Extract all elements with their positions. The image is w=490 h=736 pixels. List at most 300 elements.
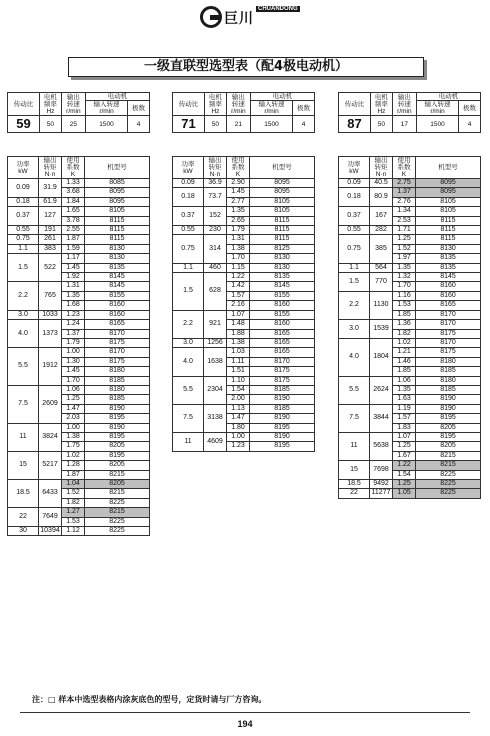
table-row — [8, 451, 150, 460]
power-cell: 3.0 — [173, 338, 204, 347]
torque-cell: 7698 — [370, 461, 393, 480]
service-factor-cell: 1.00 — [62, 348, 85, 357]
power-cell: 1.1 — [339, 263, 370, 272]
service-factor-cell: 1.23 — [62, 310, 85, 319]
model-cell: 8225 — [85, 527, 150, 536]
model-cell: 8185 — [416, 385, 481, 394]
table-row — [8, 254, 150, 263]
torque-cell: 127 — [39, 207, 62, 226]
torque-cell: 3824 — [39, 423, 62, 451]
table-row — [8, 207, 150, 216]
table-row — [339, 179, 481, 188]
ratio-label: 传动比 — [339, 93, 371, 116]
power-cell: 22 — [8, 508, 39, 527]
torque-cell: 385 — [370, 235, 393, 263]
service-factor-cell: 1.35 — [62, 291, 85, 300]
model-cell: 8155 — [250, 291, 315, 300]
table-row — [8, 244, 150, 253]
model-cell: 8225 — [85, 517, 150, 526]
model-cell: 8185 — [250, 385, 315, 394]
service-factor-cell: 1.07 — [227, 310, 250, 319]
model-cell: 8195 — [85, 414, 150, 423]
brand-g-icon — [200, 6, 222, 28]
model-cell: 8135 — [416, 254, 481, 263]
model-cell: 8170 — [85, 329, 150, 338]
power-cell: 1.1 — [8, 244, 39, 253]
service-factor-cell: 1.85 — [393, 310, 416, 319]
service-factor-cell: 1.25 — [393, 480, 416, 489]
torque-cell: 10394 — [40, 527, 60, 535]
model-cell: 8160 — [416, 282, 481, 291]
torque-cell: 40.5 — [370, 179, 393, 188]
service-factor-cell: 1.23 — [227, 442, 250, 451]
table-row — [173, 310, 315, 319]
table-row — [339, 188, 481, 197]
table-row — [339, 404, 481, 413]
table-row — [339, 489, 481, 498]
service-factor-cell: 1.82 — [393, 329, 416, 338]
table-row — [8, 423, 150, 432]
torque-cell: 564 — [370, 263, 393, 272]
power-cell: 5.5 — [339, 376, 370, 404]
model-cell: 8115 — [416, 226, 481, 235]
model-cell: 8135 — [85, 263, 150, 272]
torque-cell: 3844 — [370, 404, 393, 432]
torque-cell: 11277 — [370, 489, 393, 498]
service-factor-cell: 1.38 — [227, 338, 250, 347]
power-cell: 4.0 — [339, 338, 370, 376]
service-factor-cell: 1.25 — [393, 442, 416, 451]
model-cell: 8160 — [250, 320, 315, 329]
table-row — [173, 188, 315, 197]
service-factor-cell: 2.55 — [62, 226, 85, 235]
torque-cell: 167 — [370, 207, 393, 226]
model-cell: 8175 — [85, 338, 150, 347]
table-row — [339, 273, 481, 282]
table-row — [339, 235, 481, 244]
power-cell: 2.2 — [8, 282, 39, 310]
power-cell: 1.5 — [339, 273, 370, 292]
torque-cell: 770 — [370, 273, 393, 292]
table-row — [339, 432, 481, 441]
table-row — [173, 432, 315, 441]
power-cell: 7.5 — [339, 404, 370, 432]
service-factor-cell: 1.13 — [227, 404, 250, 413]
ratio-header-2: 传动比 电机 频率 Hz 输出 转速 r/min 电动机 输入转速 r/min 极数 87 50 17 1500 4 — [338, 92, 481, 133]
model-cell: 8165 — [250, 338, 315, 347]
service-factor-cell: 1.52 — [62, 489, 85, 498]
service-factor-cell: 1.46 — [393, 357, 416, 366]
torque-cell: 9492 — [370, 480, 393, 489]
service-factor-cell: 1.30 — [62, 357, 85, 366]
service-factor-cell: 1.35 — [393, 263, 416, 272]
torque-cell: 5638 — [370, 432, 393, 460]
table-row — [8, 508, 150, 517]
table-row — [8, 480, 150, 489]
torque-cell: 7649 — [39, 508, 62, 527]
torque-cell: 1256 — [204, 338, 227, 347]
service-factor-cell: 1.57 — [227, 291, 250, 300]
model-cell: 8195 — [85, 451, 150, 460]
service-factor-cell: 1.36 — [393, 320, 416, 329]
service-factor-cell: 1.45 — [227, 188, 250, 197]
service-factor-cell: 1.54 — [227, 385, 250, 394]
power-cell: 3.0 — [339, 320, 370, 339]
table-row — [8, 235, 150, 244]
service-factor-cell: 1.33 — [62, 179, 85, 188]
model-cell: 8115 — [85, 226, 150, 235]
footnote-text: 注：□ 样本中选型表格内涂灰底色的型号，定货时请与厂方咨询。 — [32, 695, 267, 704]
service-factor-cell: 1.97 — [393, 254, 416, 263]
service-factor-cell: 1.71 — [393, 226, 416, 235]
service-factor-cell: 1.22 — [227, 273, 250, 282]
power-cell: 0.75 — [8, 235, 39, 244]
service-factor-cell: 1.16 — [393, 291, 416, 300]
torque-cell: 1804 — [370, 338, 393, 376]
model-cell: 8115 — [416, 216, 481, 225]
torque-cell: 2624 — [370, 376, 393, 404]
model-cell: 8215 — [85, 508, 150, 517]
model-cell: 8215 — [85, 489, 150, 498]
service-factor-cell: 1.85 — [393, 367, 416, 376]
power-cell: 1.5 — [8, 254, 39, 282]
power-cell: 3.0 — [8, 310, 39, 319]
model-cell: 8155 — [85, 291, 150, 300]
table-row — [339, 320, 481, 329]
table-row — [173, 404, 315, 413]
model-cell: 8105 — [85, 207, 150, 216]
service-factor-cell: 1.68 — [62, 301, 85, 310]
model-cell: 8225 — [85, 498, 150, 507]
service-factor-cell: 1.88 — [227, 329, 250, 338]
model-cell: 8095 — [250, 179, 315, 188]
torque-cell: 383 — [39, 244, 62, 253]
torque-cell: 61.9 — [39, 197, 62, 206]
power-cell: 0.55 — [173, 226, 204, 235]
table-row — [339, 376, 481, 385]
service-factor-cell: 1.65 — [62, 207, 85, 216]
service-factor-cell: 1.15 — [227, 263, 250, 272]
model-cell: 8195 — [85, 432, 150, 441]
ratio-header-0: 传动比 电机 频率 Hz 输出 转速 r/min 电动机 输入转速 r/min 极数 59 50 25 1500 4 — [7, 92, 150, 133]
model-cell: 8180 — [416, 357, 481, 366]
table-row — [339, 480, 481, 489]
power-cell: 1.1 — [173, 263, 204, 272]
model-cell: 8145 — [85, 273, 150, 282]
power-cell: 0.18 — [339, 188, 370, 207]
service-factor-cell: 1.92 — [62, 273, 85, 282]
service-factor-cell: 1.06 — [393, 376, 416, 385]
model-cell: 8095 — [85, 197, 150, 206]
model-cell: 8185 — [85, 376, 150, 385]
service-factor-cell: 1.17 — [62, 254, 85, 263]
model-cell: 8225 — [416, 489, 481, 498]
ratio-value: 87 — [339, 116, 371, 133]
model-cell: 8160 — [250, 301, 315, 310]
model-cell: 8170 — [85, 348, 150, 357]
table-row — [339, 338, 481, 347]
model-cell: 8190 — [250, 414, 315, 423]
service-factor-cell: 1.11 — [227, 357, 250, 366]
table-row — [8, 527, 150, 536]
power-cell: 0.37 — [8, 207, 39, 226]
torque-cell: 4609 — [204, 432, 227, 451]
model-cell: 8190 — [250, 432, 315, 441]
model-cell: 8180 — [85, 385, 150, 394]
page-number: 194 — [237, 719, 253, 729]
torque-cell: 765 — [39, 282, 62, 310]
model-cell: 8190 — [416, 395, 481, 404]
torque-cell: 2609 — [39, 385, 62, 423]
service-factor-cell: 2.77 — [227, 197, 250, 206]
service-factor-cell: 3.68 — [62, 188, 85, 197]
torque-cell: 36.9 — [204, 179, 227, 188]
table-row — [173, 226, 315, 235]
power-cell: 0.37 — [173, 207, 204, 226]
service-factor-cell: 1.47 — [62, 404, 85, 413]
model-cell: 8185 — [85, 395, 150, 404]
power-cell: 2.2 — [339, 291, 370, 319]
service-factor-cell: 1.06 — [62, 385, 85, 394]
model-cell: 8160 — [85, 301, 150, 310]
model-cell: 8175 — [250, 376, 315, 385]
torque-cell: 1539 — [370, 320, 393, 339]
service-factor-cell: 1.22 — [393, 461, 416, 470]
selection-table-1: 功率 kW 输出 转矩 N·n 使用 系数 K 机型号 0.09 36.9 2.90 8095 0.18 73.7 1.45 8095 2.77 8105 0.37 152 1.35 8105 2.65 8115 0.55 230 1.79 8115 0.75 314 1.31 8115 1.38 8125 1.70 8130 1.1 460 1.15 8130 1.5 628 1.22 8135 1.42 8145 1.57 8155 2.16 8160 2.2 921 1.07 8155 1.48 8160 1.88 8165 3.0 1256 1.38 8165 4.0 1638 1.03 8165 1.11 8170 1.51 8175 5.5 2304 1.10 8175 1.54 8185 2.00 8190 7.5 3138 1.13 8185 1.47 8190 1.80 8195 11 4609 1.00 8190 1.23 8195 — [172, 156, 315, 452]
model-cell: 8170 — [250, 357, 315, 366]
table-row — [8, 348, 150, 357]
table-row — [339, 263, 481, 272]
torque-cell: 80.9 — [370, 188, 393, 207]
ratio-value: 71 — [173, 116, 205, 133]
model-cell: 8085 — [85, 179, 150, 188]
service-factor-cell: 1.10 — [227, 376, 250, 385]
service-factor-cell: 1.83 — [393, 423, 416, 432]
model-cell: 8225 — [416, 480, 481, 489]
service-factor-cell: 1.87 — [62, 470, 85, 479]
torque-cell: 230 — [204, 226, 227, 235]
torque-cell: 628 — [204, 273, 227, 311]
service-factor-cell: 1.70 — [62, 376, 85, 385]
torque-cell: 73.7 — [204, 188, 227, 207]
model-cell: 8130 — [250, 254, 315, 263]
table-row — [173, 179, 315, 188]
service-factor-cell: 2.75 — [393, 179, 416, 188]
service-factor-cell: 1.05 — [393, 489, 416, 498]
service-factor-cell: 1.45 — [62, 367, 85, 376]
model-cell: 8095 — [416, 179, 481, 188]
model-cell: 8175 — [416, 348, 481, 357]
ratio-label: 传动比 — [8, 93, 40, 116]
power-cell: 0.18 — [8, 197, 39, 206]
service-factor-cell: 2.53 — [393, 216, 416, 225]
torque-cell: 522 — [39, 254, 62, 282]
service-factor-cell: 1.84 — [62, 197, 85, 206]
power-cell: 11 — [8, 423, 39, 451]
model-cell: 8155 — [250, 310, 315, 319]
service-factor-cell: 1.53 — [62, 517, 85, 526]
torque-cell: 460 — [204, 263, 227, 272]
table-row — [339, 461, 481, 470]
model-cell: 8205 — [85, 442, 150, 451]
model-cell: 8170 — [416, 310, 481, 319]
model-cell: 8105 — [416, 197, 481, 206]
service-factor-cell: 1.00 — [227, 432, 250, 441]
service-factor-cell: 2.00 — [227, 395, 250, 404]
model-cell: 8180 — [416, 376, 481, 385]
model-cell: 8115 — [85, 216, 150, 225]
power-cell: 0.09 — [173, 179, 204, 188]
table-row — [339, 226, 481, 235]
model-cell: 8215 — [416, 451, 481, 460]
model-cell: 8185 — [250, 404, 315, 413]
model-cell: 8095 — [250, 188, 315, 197]
model-cell: 8165 — [416, 301, 481, 310]
power-cell: 0.55 — [8, 226, 39, 235]
model-cell: 8170 — [416, 338, 481, 347]
service-factor-cell: 1.42 — [227, 282, 250, 291]
torque-cell: 191 — [39, 226, 62, 235]
footer-divider — [20, 712, 470, 713]
torque-cell: 5217 — [39, 451, 62, 479]
power-cell: 30 — [8, 527, 39, 536]
table-row — [173, 376, 315, 385]
service-factor-cell: 2.16 — [227, 301, 250, 310]
table-row — [339, 207, 481, 216]
footnote — [32, 694, 266, 705]
model-cell: 8115 — [416, 235, 481, 244]
service-factor-cell: 1.25 — [62, 395, 85, 404]
service-factor-cell: 1.87 — [62, 235, 85, 244]
service-factor-cell: 1.07 — [393, 432, 416, 441]
model-cell: 8145 — [250, 282, 315, 291]
model-cell: 8095 — [416, 188, 481, 197]
table-row — [339, 291, 481, 300]
model-cell: 8105 — [250, 207, 315, 216]
model-cell: 8190 — [85, 423, 150, 432]
table-row — [8, 197, 150, 206]
power-cell: 0.09 — [339, 179, 370, 188]
model-cell: 8115 — [85, 235, 150, 244]
power-cell: 7.5 — [8, 385, 39, 423]
service-factor-cell: 1.54 — [393, 470, 416, 479]
power-cell: 11 — [173, 432, 204, 451]
model-cell: 8160 — [85, 310, 150, 319]
service-factor-cell: 1.59 — [62, 244, 85, 253]
power-cell: 2.2 — [173, 310, 204, 338]
power-cell: 1.5 — [173, 273, 204, 311]
service-factor-cell: 1.02 — [62, 451, 85, 460]
table-row — [173, 338, 315, 347]
ratio-value: 59 — [8, 116, 40, 133]
service-factor-cell: 2.03 — [62, 414, 85, 423]
model-cell: 8215 — [416, 461, 481, 470]
service-factor-cell: 1.37 — [393, 188, 416, 197]
service-factor-cell: 1.67 — [393, 451, 416, 460]
power-cell: 4.0 — [173, 348, 204, 376]
selection-table-0: 功率 kW 输出 转矩 N·n 使用 系数 K 机型号 0.09 31.9 1.33 8085 3.68 8095 0.18 61.9 1.84 8095 0.37 127 1.65 8105 3.78 8115 0.55 191 2.55 8115 0.75 261 1.87 8115 1.1 383 1.59 8130 1.5 522 1.17 8130 1.45 8135 1.92 8145 2.2 765 1.31 8145 1.35 8155 1.68 8160 3.0 1033 1.23 8160 4.0 1373 1.24 8165 1.37 8170 1.79 8175 5.5 1912 1.00 8170 1.30 8175 1.45 8180 1.70 8185 7.5 2609 1.06 8180 1.25 8185 1.47 8190 2.03 8195 11 3824 1.00 8190 1.38 8195 1.75 8205 15 5217 1.02 8195 1.28 8205 1.87 8215 18.5 6433 1.04 8205 1.52 8215 1.82 8225 22 7649 1.27 8215 1.53 8225 30 10394 1.12 8225 — [7, 156, 150, 536]
service-factor-cell: 1.80 — [227, 423, 250, 432]
torque-cell: 3138 — [204, 404, 227, 432]
model-cell: 8135 — [250, 273, 315, 282]
power-cell: 0.55 — [339, 226, 370, 235]
table-row — [8, 385, 150, 394]
model-cell: 8175 — [85, 357, 150, 366]
model-cell: 8115 — [250, 226, 315, 235]
model-cell: 8205 — [85, 461, 150, 470]
power-cell: 0.37 — [339, 207, 370, 226]
power-cell: 0.75 — [339, 235, 370, 263]
model-cell: 8165 — [250, 348, 315, 357]
table-row — [8, 179, 150, 188]
model-cell: 8195 — [416, 432, 481, 441]
page-title: 一级直联型选型表（配4极电动机） — [68, 57, 424, 77]
model-cell: 8145 — [85, 282, 150, 291]
model-cell: 8160 — [416, 291, 481, 300]
model-cell: 8130 — [416, 244, 481, 253]
table-row — [8, 226, 150, 235]
torque-cell: 152 — [204, 207, 227, 226]
power-cell: 22 — [339, 489, 370, 498]
service-factor-cell: 2.76 — [393, 197, 416, 206]
model-cell: 8190 — [85, 404, 150, 413]
model-cell: 8195 — [416, 414, 481, 423]
power-cell: 18.5 — [8, 480, 39, 508]
power-cell: 7.5 — [173, 404, 204, 432]
model-cell: 8115 — [250, 235, 315, 244]
model-cell: 8125 — [250, 244, 315, 253]
service-factor-cell: 1.79 — [62, 338, 85, 347]
ratio-header-1: 传动比 电机 频率 Hz 输出 转速 r/min 电动机 输入转速 r/min 极数 71 50 21 1500 4 — [172, 92, 315, 133]
power-cell: 15 — [339, 461, 370, 480]
service-factor-cell: 1.27 — [62, 508, 85, 517]
torque-cell: 1638 — [204, 348, 227, 376]
model-cell: 8170 — [416, 320, 481, 329]
torque-cell: 1373 — [39, 320, 62, 348]
model-cell: 8165 — [85, 320, 150, 329]
model-cell: 8205 — [416, 423, 481, 432]
torque-cell: 31.9 — [39, 179, 62, 198]
torque-cell: 1033 — [39, 310, 62, 319]
service-factor-cell: 1.51 — [227, 367, 250, 376]
model-cell: 8095 — [85, 188, 150, 197]
torque-cell: 2304 — [204, 376, 227, 404]
service-factor-cell: 1.38 — [227, 244, 250, 253]
service-factor-cell: 1.32 — [393, 273, 416, 282]
torque-cell: 6433 — [39, 480, 62, 508]
service-factor-cell: 1.02 — [393, 338, 416, 347]
service-factor-cell: 1.21 — [393, 348, 416, 357]
service-factor-cell: 1.24 — [62, 320, 85, 329]
power-cell: 4.0 — [8, 320, 39, 348]
power-cell: 15 — [8, 451, 39, 479]
model-cell: 8175 — [250, 367, 315, 376]
service-factor-cell: 1.31 — [227, 235, 250, 244]
model-cell: 8105 — [416, 207, 481, 216]
model-cell: 8185 — [416, 367, 481, 376]
table-row — [173, 235, 315, 244]
torque-cell: 921 — [204, 310, 227, 338]
service-factor-cell: 1.45 — [62, 263, 85, 272]
selection-table-2: 功率 kW 输出 转矩 N·n 使用 系数 K 机型号 0.09 40.5 2.75 8095 0.18 80.9 1.37 8095 2.76 8105 0.37 167 1.34 8105 2.53 8115 0.55 282 1.71 8115 0.75 385 1.25 8115 1.52 8130 1.97 8135 1.1 564 1.35 8135 1.5 770 1.32 8145 1.70 8160 2.2 1130 1.16 8160 1.53 8165 1.85 8170 3.0 1539 1.36 8170 1.82 8175 4.0 1804 1.02 8170 1.21 8175 1.46 8180 1.85 8185 5.5 2624 1.06 8180 1.35 8185 1.63 8190 7.5 3844 1.19 8190 1.57 8195 1.83 8205 11 5638 1.07 8195 1.25 8205 1.67 8215 15 7698 1.22 8215 1.54 8225 18.5 9492 1.25 8225 22 11277 1.05 8225 — [338, 156, 481, 499]
service-factor-cell: 1.63 — [393, 395, 416, 404]
service-factor-cell: 1.38 — [62, 432, 85, 441]
service-factor-cell: 2.90 — [227, 179, 250, 188]
model-cell: 8225 — [416, 470, 481, 479]
model-cell: 8195 — [250, 423, 315, 432]
model-cell: 8205 — [416, 442, 481, 451]
brand-name-en: CHUANDONG — [258, 6, 298, 12]
